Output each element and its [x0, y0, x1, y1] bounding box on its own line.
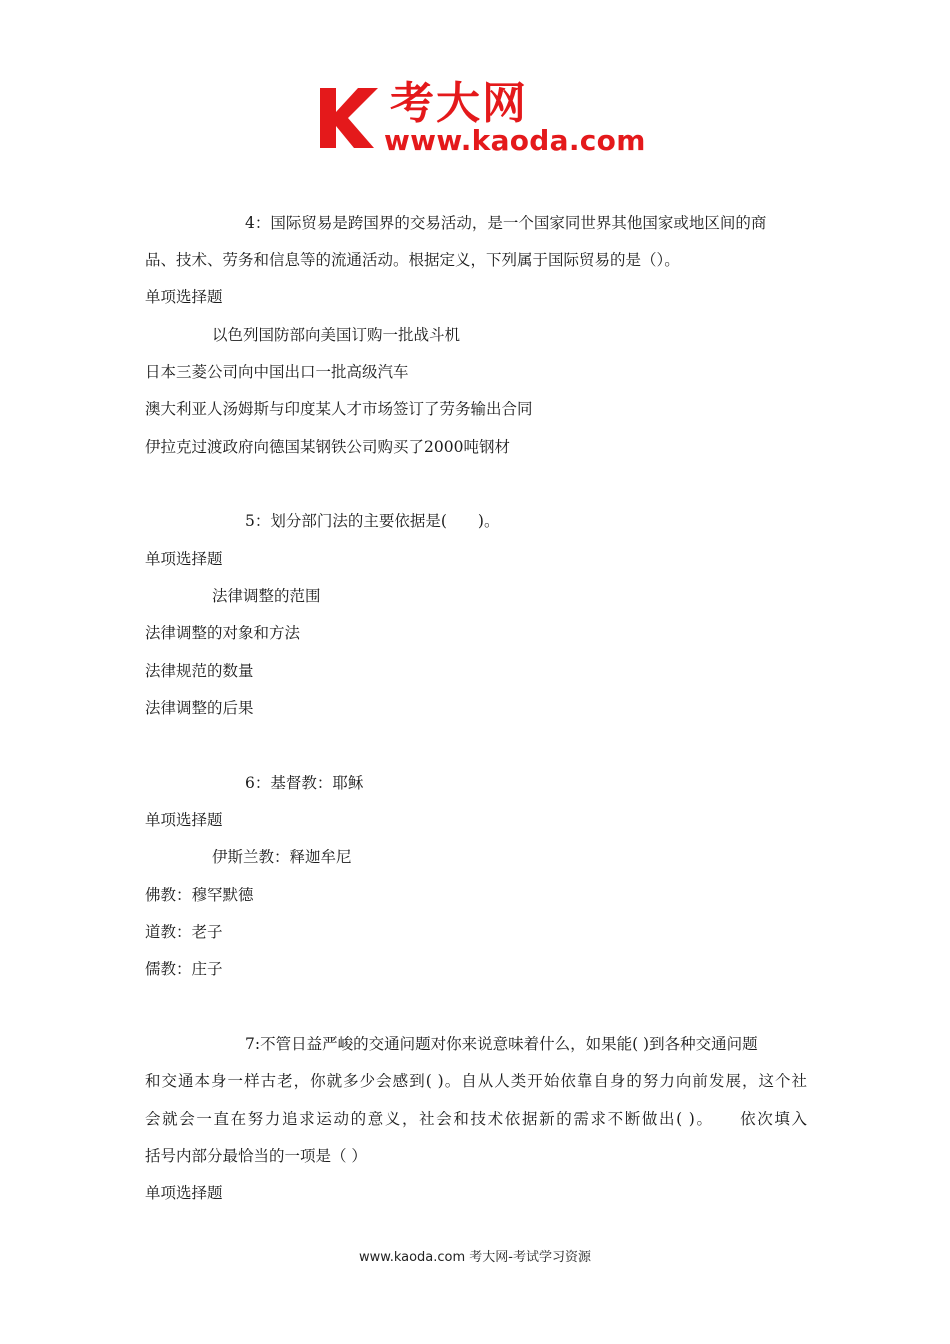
- question-5-option-b: 法律调整的对象和方法: [145, 624, 301, 642]
- question-5-type: 单项选择题: [145, 550, 223, 568]
- question-4-option-c: 澳大利亚人汤姆斯与印度某人才市场签订了劳务输出合同: [145, 400, 533, 418]
- question-4-line-2: 品、技术、劳务和信息等的流通活动。根据定义，下列属于国际贸易的是（）。: [145, 251, 680, 269]
- question-7-line-1: 7:不管日益严峻的交通问题对你来说意味着什么，如果能( )到各种交通问题: [245, 1035, 758, 1053]
- question-4-type: 单项选择题: [145, 288, 223, 306]
- question-4-line-1: 4：国际贸易是跨国界的交易活动，是一个国家同世界其他国家或地区间的商: [245, 214, 767, 232]
- question-6-option-d: 儒教：庄子: [145, 960, 223, 978]
- question-5-option-a: 法律调整的范围: [212, 587, 321, 605]
- question-5-line-1: 5：划分部门法的主要依据是( )。: [245, 512, 500, 530]
- logo-k-icon: [318, 82, 384, 152]
- question-4-option-b: 日本三菱公司向中国出口一批高级汽车: [145, 363, 409, 381]
- question-7-line-4: 括号内部分最恰当的一项是（ ）: [145, 1147, 367, 1165]
- question-6-line-1: 6：基督教：耶稣: [245, 774, 364, 792]
- question-5-option-c: 法律规范的数量: [145, 662, 254, 680]
- question-5-option-d: 法律调整的后果: [145, 699, 254, 717]
- logo-url-text: www.kaoda.com: [384, 124, 646, 157]
- question-6-option-c: 道教：老子: [145, 923, 223, 941]
- question-4-option-a: 以色列国防部向美国订购一批战斗机: [212, 326, 461, 344]
- question-6-option-b: 佛教：穆罕默德: [145, 886, 254, 904]
- page-footer: www.kaoda.com 考大网-考试学习资源: [359, 1250, 591, 1265]
- question-4-option-d: 伊拉克过渡政府向德国某钢铁公司购买了2000吨钢材: [145, 438, 510, 456]
- question-6-option-a: 伊斯兰教：释迦牟尼: [212, 848, 352, 866]
- question-7-line-3: 会就会一直在努力追求运动的意义，社会和技术依据新的需求不断做出( )。 依次填入: [145, 1110, 807, 1128]
- question-6-type: 单项选择题: [145, 811, 223, 829]
- kaoda-logo: [318, 78, 646, 160]
- logo-chinese-text: 考大网: [390, 78, 528, 129]
- question-7-line-2: 和交通本身一样古老，你就多少会感到( )。自从人类开始依靠自身的努力向前发展，这个社: [145, 1072, 807, 1090]
- question-7-type: 单项选择题: [145, 1184, 223, 1202]
